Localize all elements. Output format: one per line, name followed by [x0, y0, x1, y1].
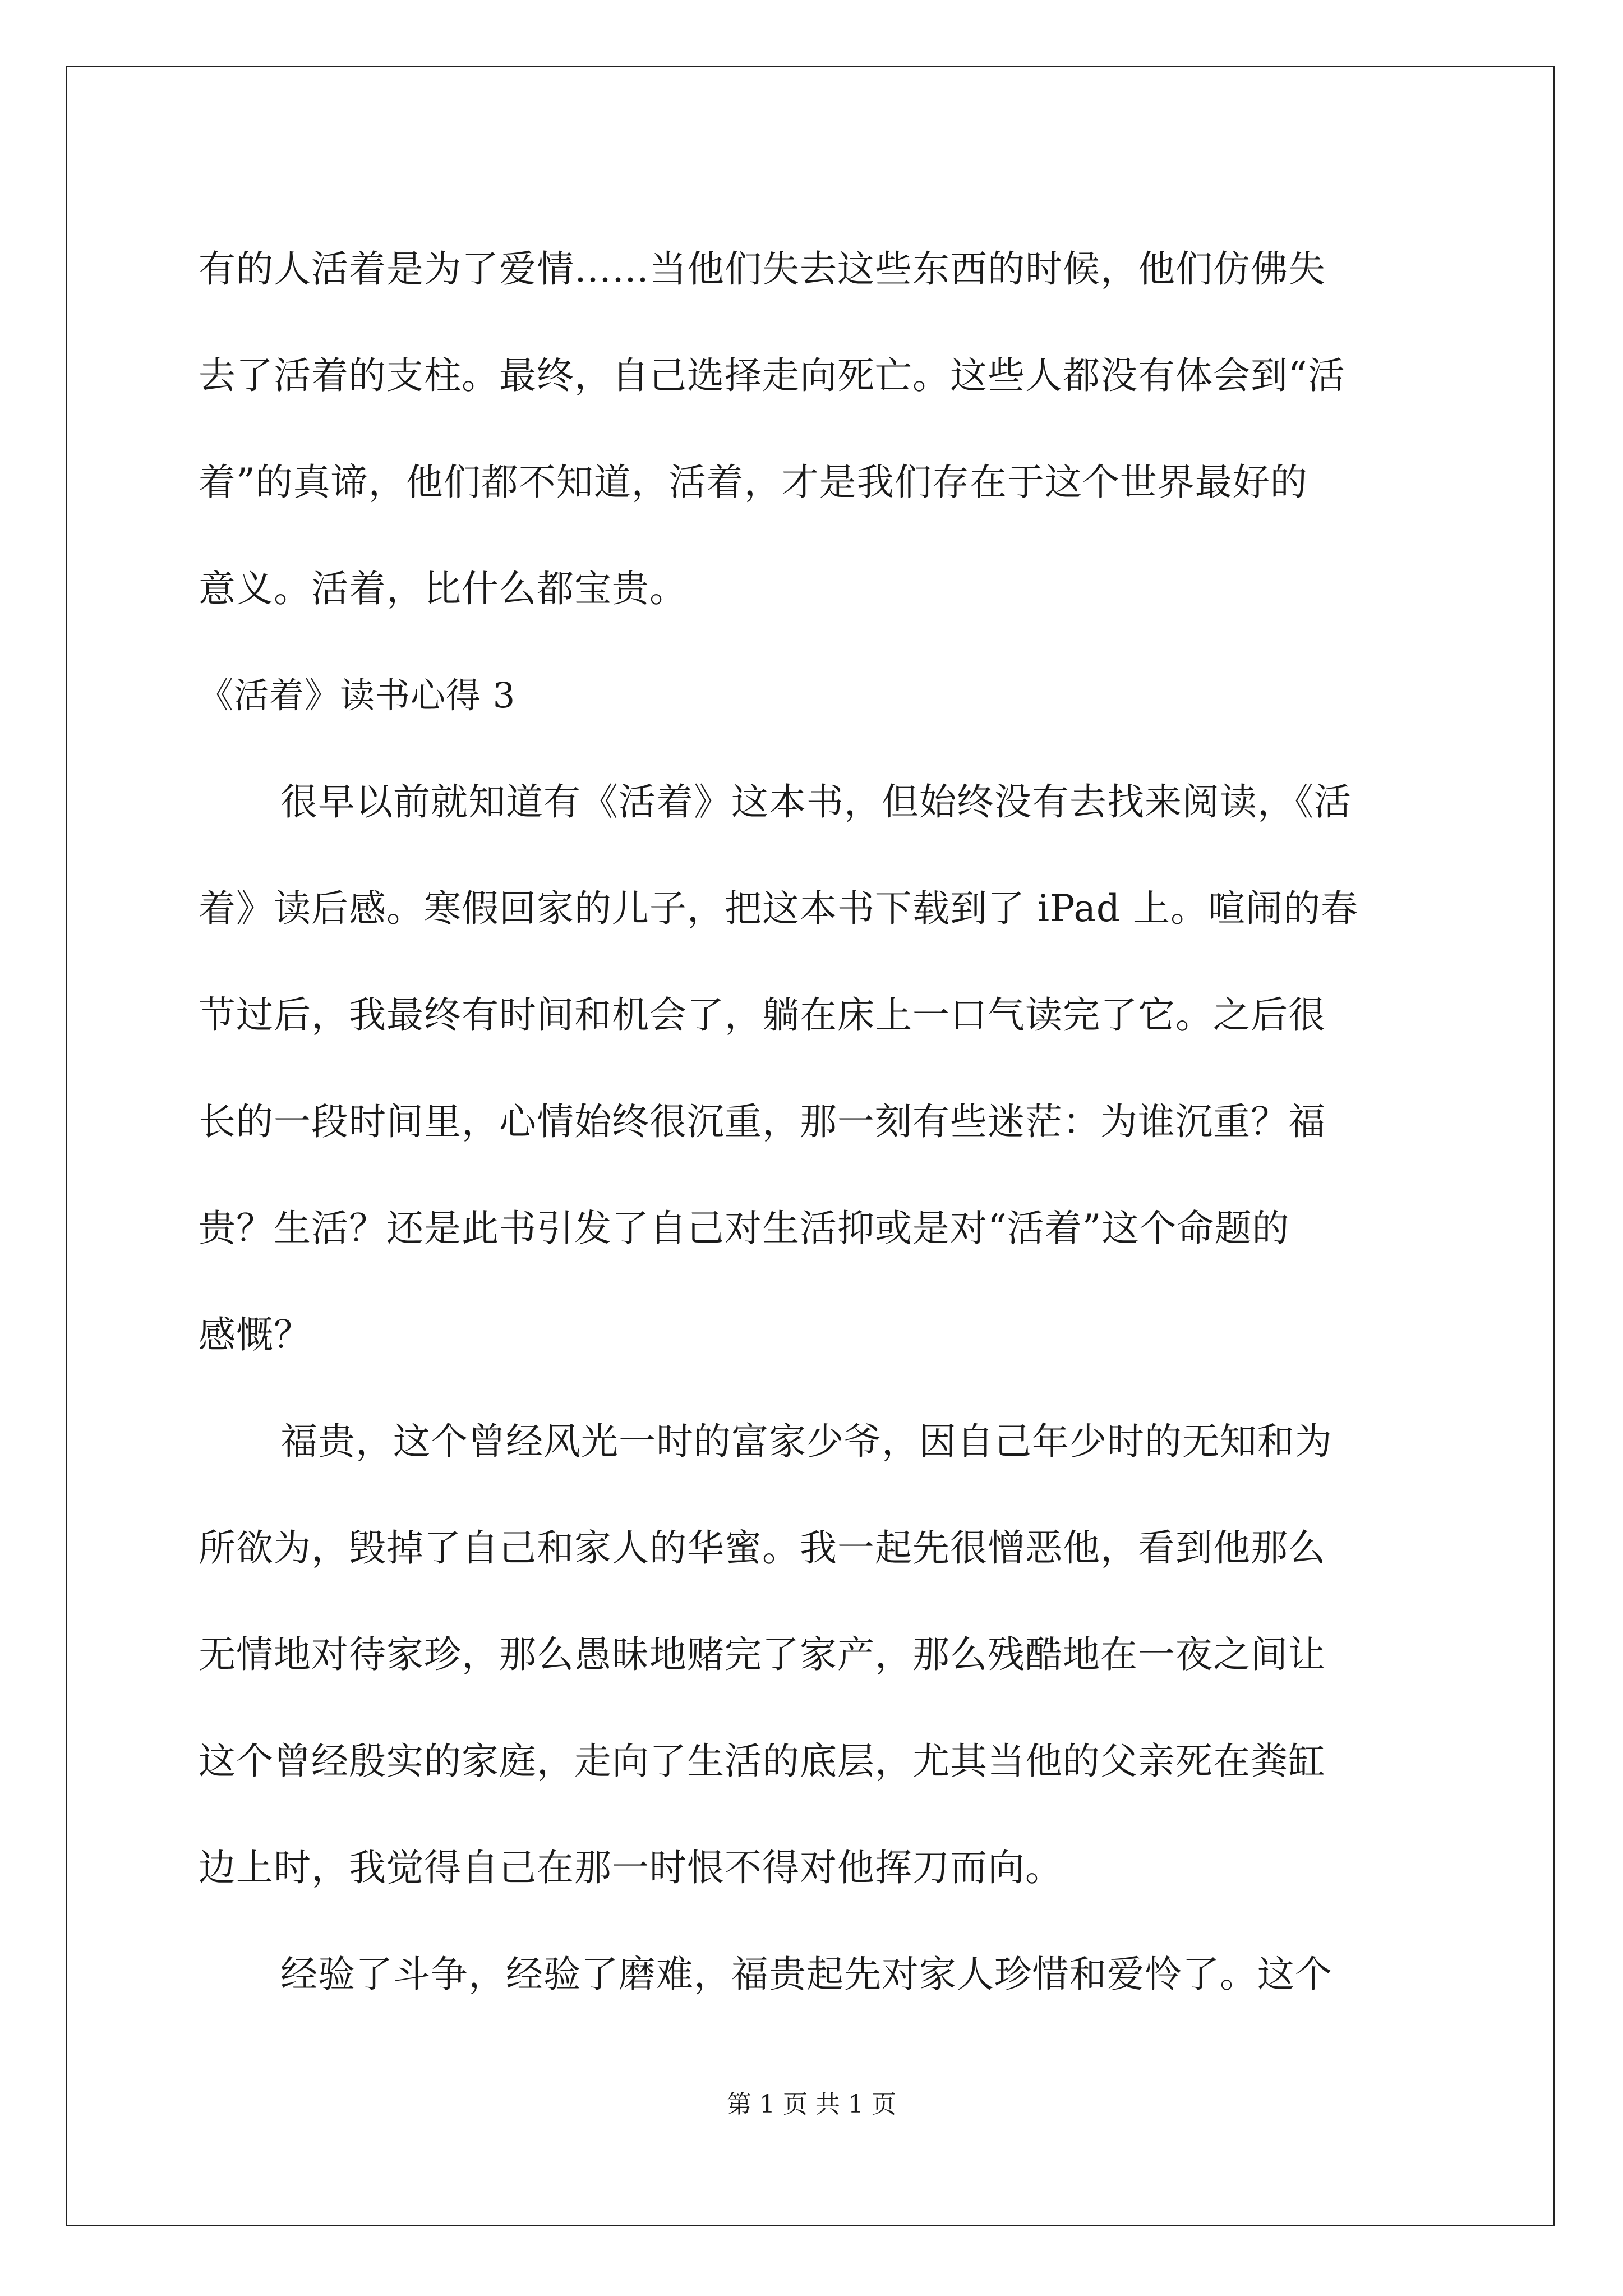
text-line: 经验了斗争，经验了磨难，福贵起先对家人珍惜和爱怜了。这个 — [280, 1953, 1332, 1996]
text-line: 有的人活着是为了爱情……当他们失去这些东西的时候，他们仿佛失 — [199, 247, 1326, 291]
text-line: 边上时，我觉得自己在那一时恨不得对他挥刀而向。 — [199, 1846, 1063, 1889]
text-line: 所欲为，毁掉了自己和家人的华蜜。我一起先很憎恶他，看到他那么 — [199, 1526, 1326, 1570]
text-line: 节过后，我最终有时间和机会了，躺在床上一口气读完了它。之后很 — [199, 993, 1326, 1037]
paragraph — [199, 1921, 1427, 2028]
paragraph-continued — [199, 216, 1427, 642]
text-line: 意义。活着，比什么都宝贵。 — [199, 567, 687, 610]
text-line: 很早以前就知道有《活着》这本书，但始终没有去找来阅读，《活 — [280, 780, 1352, 823]
text-line: 着”的真谛，他们都不知道，活着，才是我们存在于这个世界最好的 — [199, 461, 1308, 504]
text-line: 这个曾经殷实的家庭，走向了生活的底层，尤其当他的父亲死在粪缸 — [199, 1740, 1326, 1783]
text-line: 着》读后感。寒假回家的儿子，把这本书下载到了 iPad 上。喧闹的春 — [199, 887, 1359, 930]
page-footer — [0, 2088, 1623, 2122]
section-heading — [199, 642, 1427, 749]
section-heading-text: 《活着》读书心得 3 — [199, 675, 516, 716]
paragraph — [199, 1388, 1427, 1921]
text-line: 长的一段时间里，心情始终很沉重，那一刻有些迷茫：为谁沉重？福 — [199, 1100, 1326, 1143]
text-line: 贵？生活？还是此书引发了自己对生活抑或是对“活着”这个命题的 — [199, 1207, 1290, 1250]
text-line: 去了活着的支柱。最终，自己选择走向死亡。这些人都没有体会到“活 — [199, 354, 1345, 397]
text-line: 感慨？ — [199, 1313, 311, 1356]
text-line: 无情地对待家珍，那么愚昧地赌完了家产，那么残酷地在一夜之间让 — [199, 1633, 1326, 1676]
paragraph — [199, 749, 1427, 1388]
text-line: 福贵，这个曾经风光一时的富家少爷，因自己年少时的无知和为 — [280, 1420, 1332, 1463]
page-number-label: 第 1 页 共 1 页 — [727, 2090, 896, 2119]
document-body — [199, 216, 1427, 2028]
